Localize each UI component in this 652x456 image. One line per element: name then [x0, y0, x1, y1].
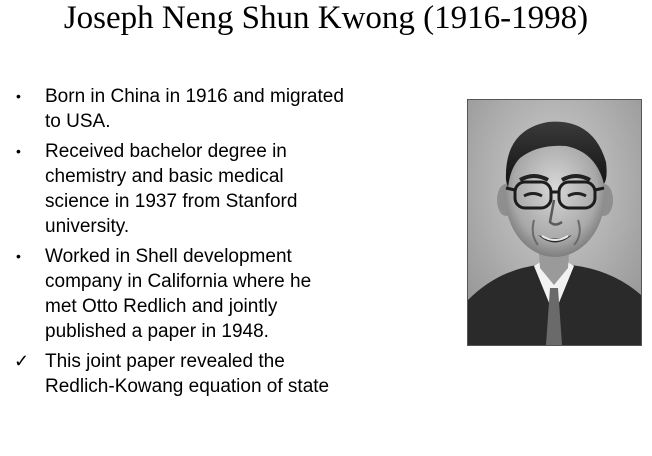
bullet-dot-icon: • [16, 248, 21, 264]
bullet-dot-icon: • [16, 88, 21, 104]
checkmark-icon: ✓ [14, 351, 30, 371]
bullet-text: Worked in Shell development company in California where he met Otto Redlich and jointly published a paper in 1948. [45, 246, 312, 342]
portrait-illustration [468, 100, 641, 345]
bullet-item [14, 244, 344, 344]
bullet-list [14, 84, 344, 404]
portrait-photo [467, 99, 642, 346]
slide-title: Joseph Neng Shun Kwong (1916-1998) [63, 0, 589, 36]
bullet-text: Received bachelor degree in chemistry and basic medical science in 1937 from Stanford university. [45, 141, 298, 237]
bullet-dot-icon: • [16, 143, 21, 159]
bullet-item [14, 349, 344, 399]
bullet-text: This joint paper revealed the Redlich-Kowang equation of state [45, 351, 330, 397]
bullet-item [14, 84, 344, 134]
bullet-item [14, 139, 344, 239]
bullet-text: Born in China in 1916 and migrated to USA. [45, 86, 344, 132]
